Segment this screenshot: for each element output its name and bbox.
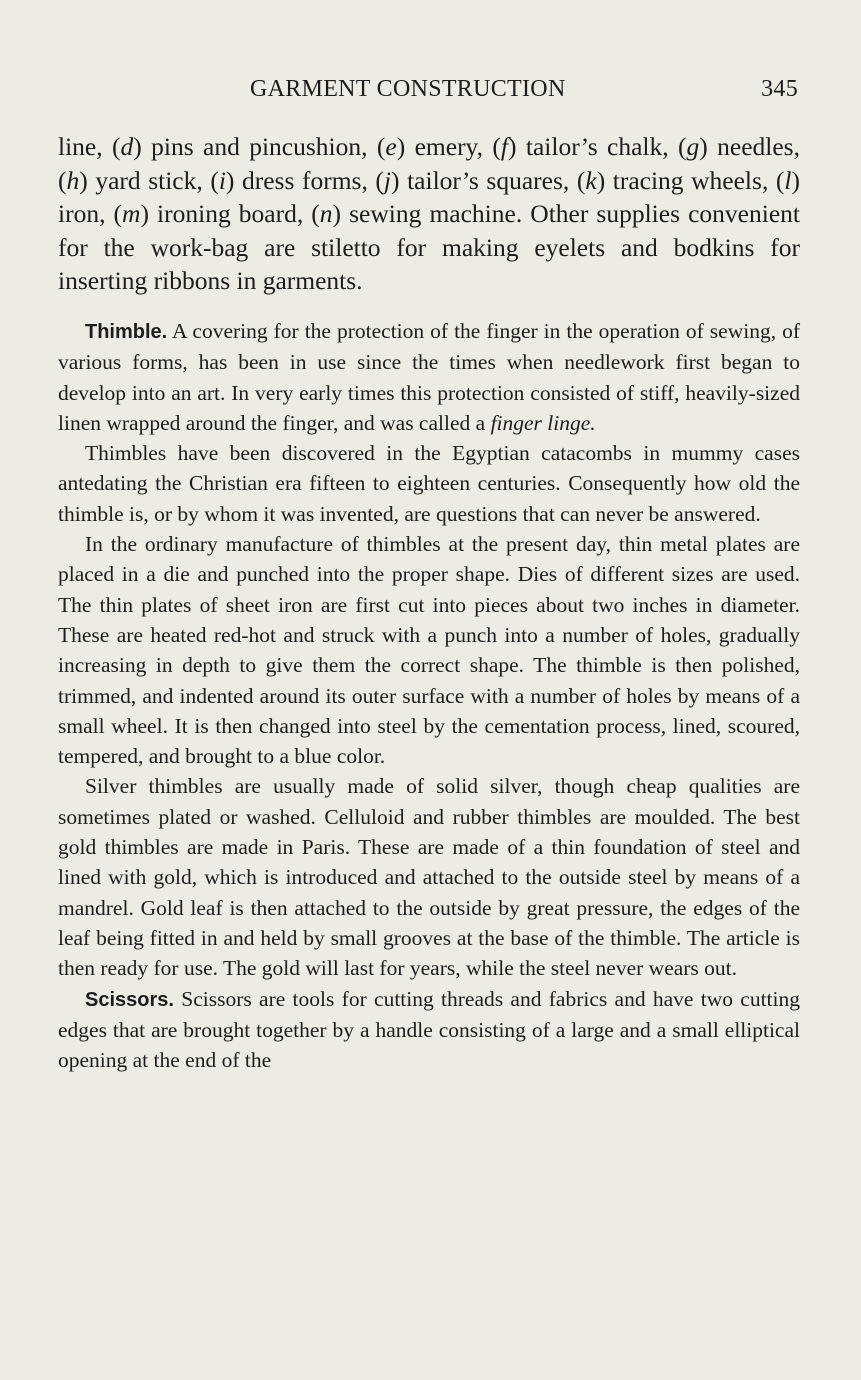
section-heading: Thimble. (85, 320, 168, 343)
text-run: Scissors are tools for cutting threads and fabrics and have two cutting edges that are brought together by a handle consisting of a large and a small elliptical opening at the end of the (58, 986, 800, 1073)
paragraph-thimble (58, 316, 800, 438)
text-run: ) pins and pincushion, ( (133, 132, 386, 161)
text-run: In the ordinary manufacture of thimbles at the present day, thin metal plates are placed in a die and punched into the proper shape. Dies of different sizes are used. The thin plates of sheet iron are first cut into pieces about two inches in diameter. These are heated red-hot and struck with a punch into a number of holes, gradually increasing in depth to give them the correct shape. The thimble is then polished, trimmed, and indented around its outer surface with a number of holes by means of a small wheel. It is then changed into steel by the cementation process, lined, scoured, tempered, and brought to a blue color. (58, 532, 800, 769)
running-title: GARMENT CONSTRUCTION (250, 76, 566, 102)
paragraph-thimble-materials (58, 771, 800, 983)
text-run: ) yard stick, ( (79, 165, 219, 195)
italic-text: h (66, 165, 80, 195)
italic-text: d (120, 132, 134, 161)
italic-text: i (218, 165, 226, 195)
paragraph-thimble-history (58, 438, 800, 529)
text-run: ) needles, ( (58, 132, 800, 195)
italic-text: n (319, 199, 333, 229)
text-run: ) tracing wheels, ( (596, 165, 785, 195)
text-run: ) sewing machine. Other supplies convenient for the work-bag are stiletto for making eyelets and bodkins for inserting ribbons in garments. (58, 199, 800, 296)
text-run: ) dress forms, ( (225, 165, 384, 195)
italic-text: e (385, 132, 397, 161)
body-text (58, 130, 800, 1075)
text-run: ) ironing board, ( (140, 199, 320, 229)
running-header (58, 76, 798, 110)
italic-text: j (383, 165, 392, 195)
italic-text: m (122, 199, 141, 229)
section-heading: Scissors. (85, 988, 174, 1011)
text-run: ) iron, ( (58, 165, 800, 229)
paragraph-scissors (58, 984, 800, 1076)
text-run: Thimbles have been discovered in the Egyptian catacombs in mummy cases antedating the Christian era fifteen to eighteen centuries. Consequently how old the thimble is, or by whom it was invented, are questions that can never be answered. (58, 441, 800, 526)
text-run: A covering for the protection of the finger in the operation of sewing, of various forms, has been in use since the times when needlework first began to develop into an art. In very early times this protection consisted of stiff, heavily-sized linen wrapped around the finger, and was called a (58, 318, 800, 435)
text-run: ) tailor’s chalk, ( (508, 132, 687, 161)
italic-text: finger linge. (490, 410, 596, 435)
italic-text: f (500, 132, 508, 161)
italic-text: g (686, 132, 700, 161)
italic-text: l (784, 165, 792, 195)
paragraph-tools-list (58, 130, 800, 298)
text-run: line, ( (58, 132, 121, 161)
italic-text: k (585, 165, 597, 195)
text-run: ) tailor’s squares, ( (391, 165, 586, 195)
page-number: 345 (761, 76, 798, 102)
paragraph-thimble-manufacture (58, 529, 800, 771)
text-run: Silver thimbles are usually made of solid silver, though cheap qualities are sometimes plated or washed. Celluloid and rubber thimbles are moulded. The best gold thimbles are made in Paris. These are made of a thin foundation of steel and lined with gold, which is introduced and attached to the outside steel by means of a mandrel. Gold leaf is then attached to the outside by great pressure, the edges of the leaf being fitted in and held by small grooves at the base of the thimble. The article is then ready for use. The gold will last for years, while the steel never wears out. (58, 774, 800, 981)
text-run: ) emery, ( (396, 132, 501, 161)
